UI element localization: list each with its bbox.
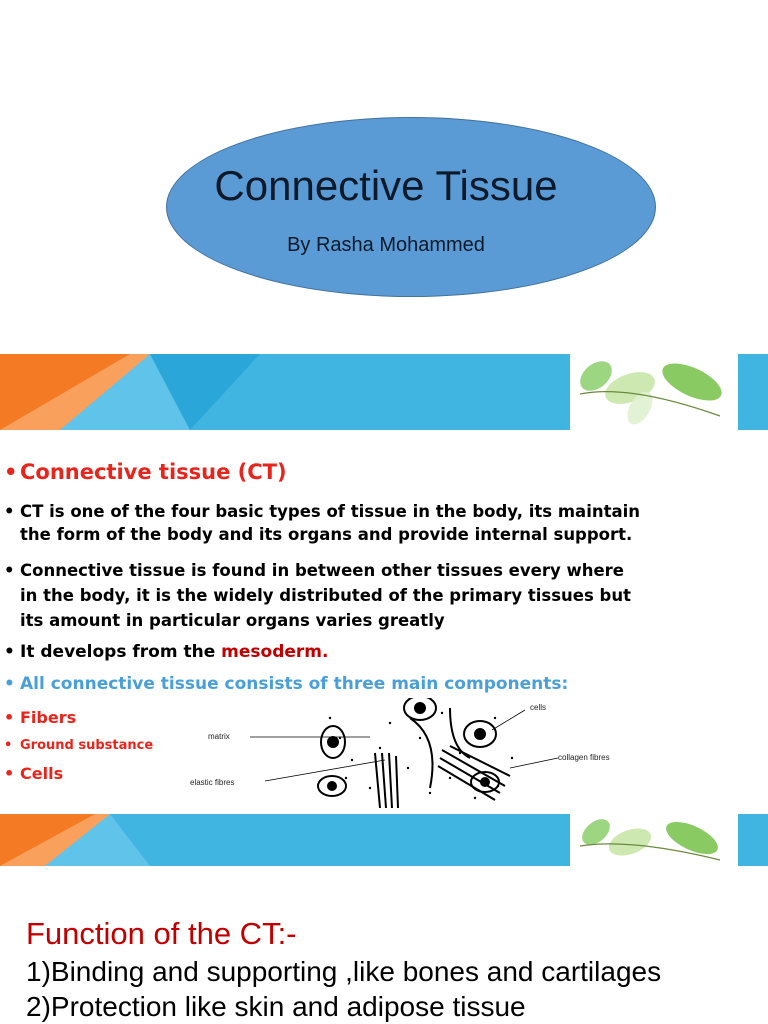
- label-collagen: collagen fibres: [558, 753, 610, 762]
- component-cells: • Cells: [4, 764, 64, 783]
- header-band: [0, 354, 768, 430]
- leaf-icon: [570, 354, 738, 430]
- component-label: Cells: [20, 764, 64, 783]
- title-slide: [0, 0, 768, 330]
- label-cells: cells: [530, 703, 547, 712]
- footer-band: [0, 814, 768, 866]
- develops-text: It develops from the: [20, 642, 222, 662]
- bullet-1-line-1: CT is one of the four basic types of tissue in the body, its maintain: [20, 502, 641, 521]
- ct-diagram: [180, 698, 650, 808]
- function-heading: Function of the CT:-: [26, 916, 297, 951]
- footer-leaf-panel: [570, 814, 738, 866]
- components-heading: All connective tissue consists of three main components:: [20, 674, 569, 694]
- mesoderm-word: mesoderm.: [221, 642, 329, 662]
- heading-bullet: • Connective tissue (CT): [4, 460, 287, 484]
- component-label: Ground substance: [20, 738, 154, 753]
- leaf-panel: [570, 354, 738, 430]
- component-label: Fibers: [20, 708, 77, 727]
- component-ground: • Ground substance: [4, 738, 154, 753]
- bullet-develops: • It develops from the mesoderm.: [4, 642, 329, 662]
- function-item-2: 2)Protection like skin and adipose tissue: [26, 991, 526, 1022]
- bullet-2: • Connective tissue is found in between other tissues every where in the body, it is the widely distributed of the primary tissues but its amount in particular organs varies greatly: [4, 561, 631, 630]
- function-slide: [0, 896, 768, 1024]
- function-item-1: 1)Binding and supporting ,like bones and cartilages: [26, 956, 662, 987]
- slide-subtitle: By Rasha Mohammed: [287, 234, 485, 256]
- bullet-2-line-3: its amount in particular organs varies greatly: [20, 611, 445, 630]
- bullet-1-line-2: the form of the body and its organs and provide internal support.: [20, 525, 633, 544]
- bullet-2-line-1: Connective tissue is found in between other tissues every where: [20, 561, 624, 580]
- leaf-icon: [570, 814, 738, 866]
- bullet-1: • CT is one of the four basic types of tissue in the body, its maintain the form of the body and its organs and provide internal support.: [4, 502, 641, 544]
- section-heading: Connective tissue (CT): [20, 460, 287, 484]
- component-fibers: • Fibers: [4, 708, 77, 727]
- label-elastic: elastic fibres: [190, 778, 235, 787]
- slide-title: Connective Tissue: [214, 162, 558, 209]
- bullet-components: • All connective tissue consists of three main components:: [4, 674, 569, 694]
- bullet-2-line-2: in the body, it is the widely distributed of the primary tissues but: [20, 586, 631, 605]
- label-matrix: matrix: [208, 732, 230, 741]
- content-slide: [0, 354, 768, 866]
